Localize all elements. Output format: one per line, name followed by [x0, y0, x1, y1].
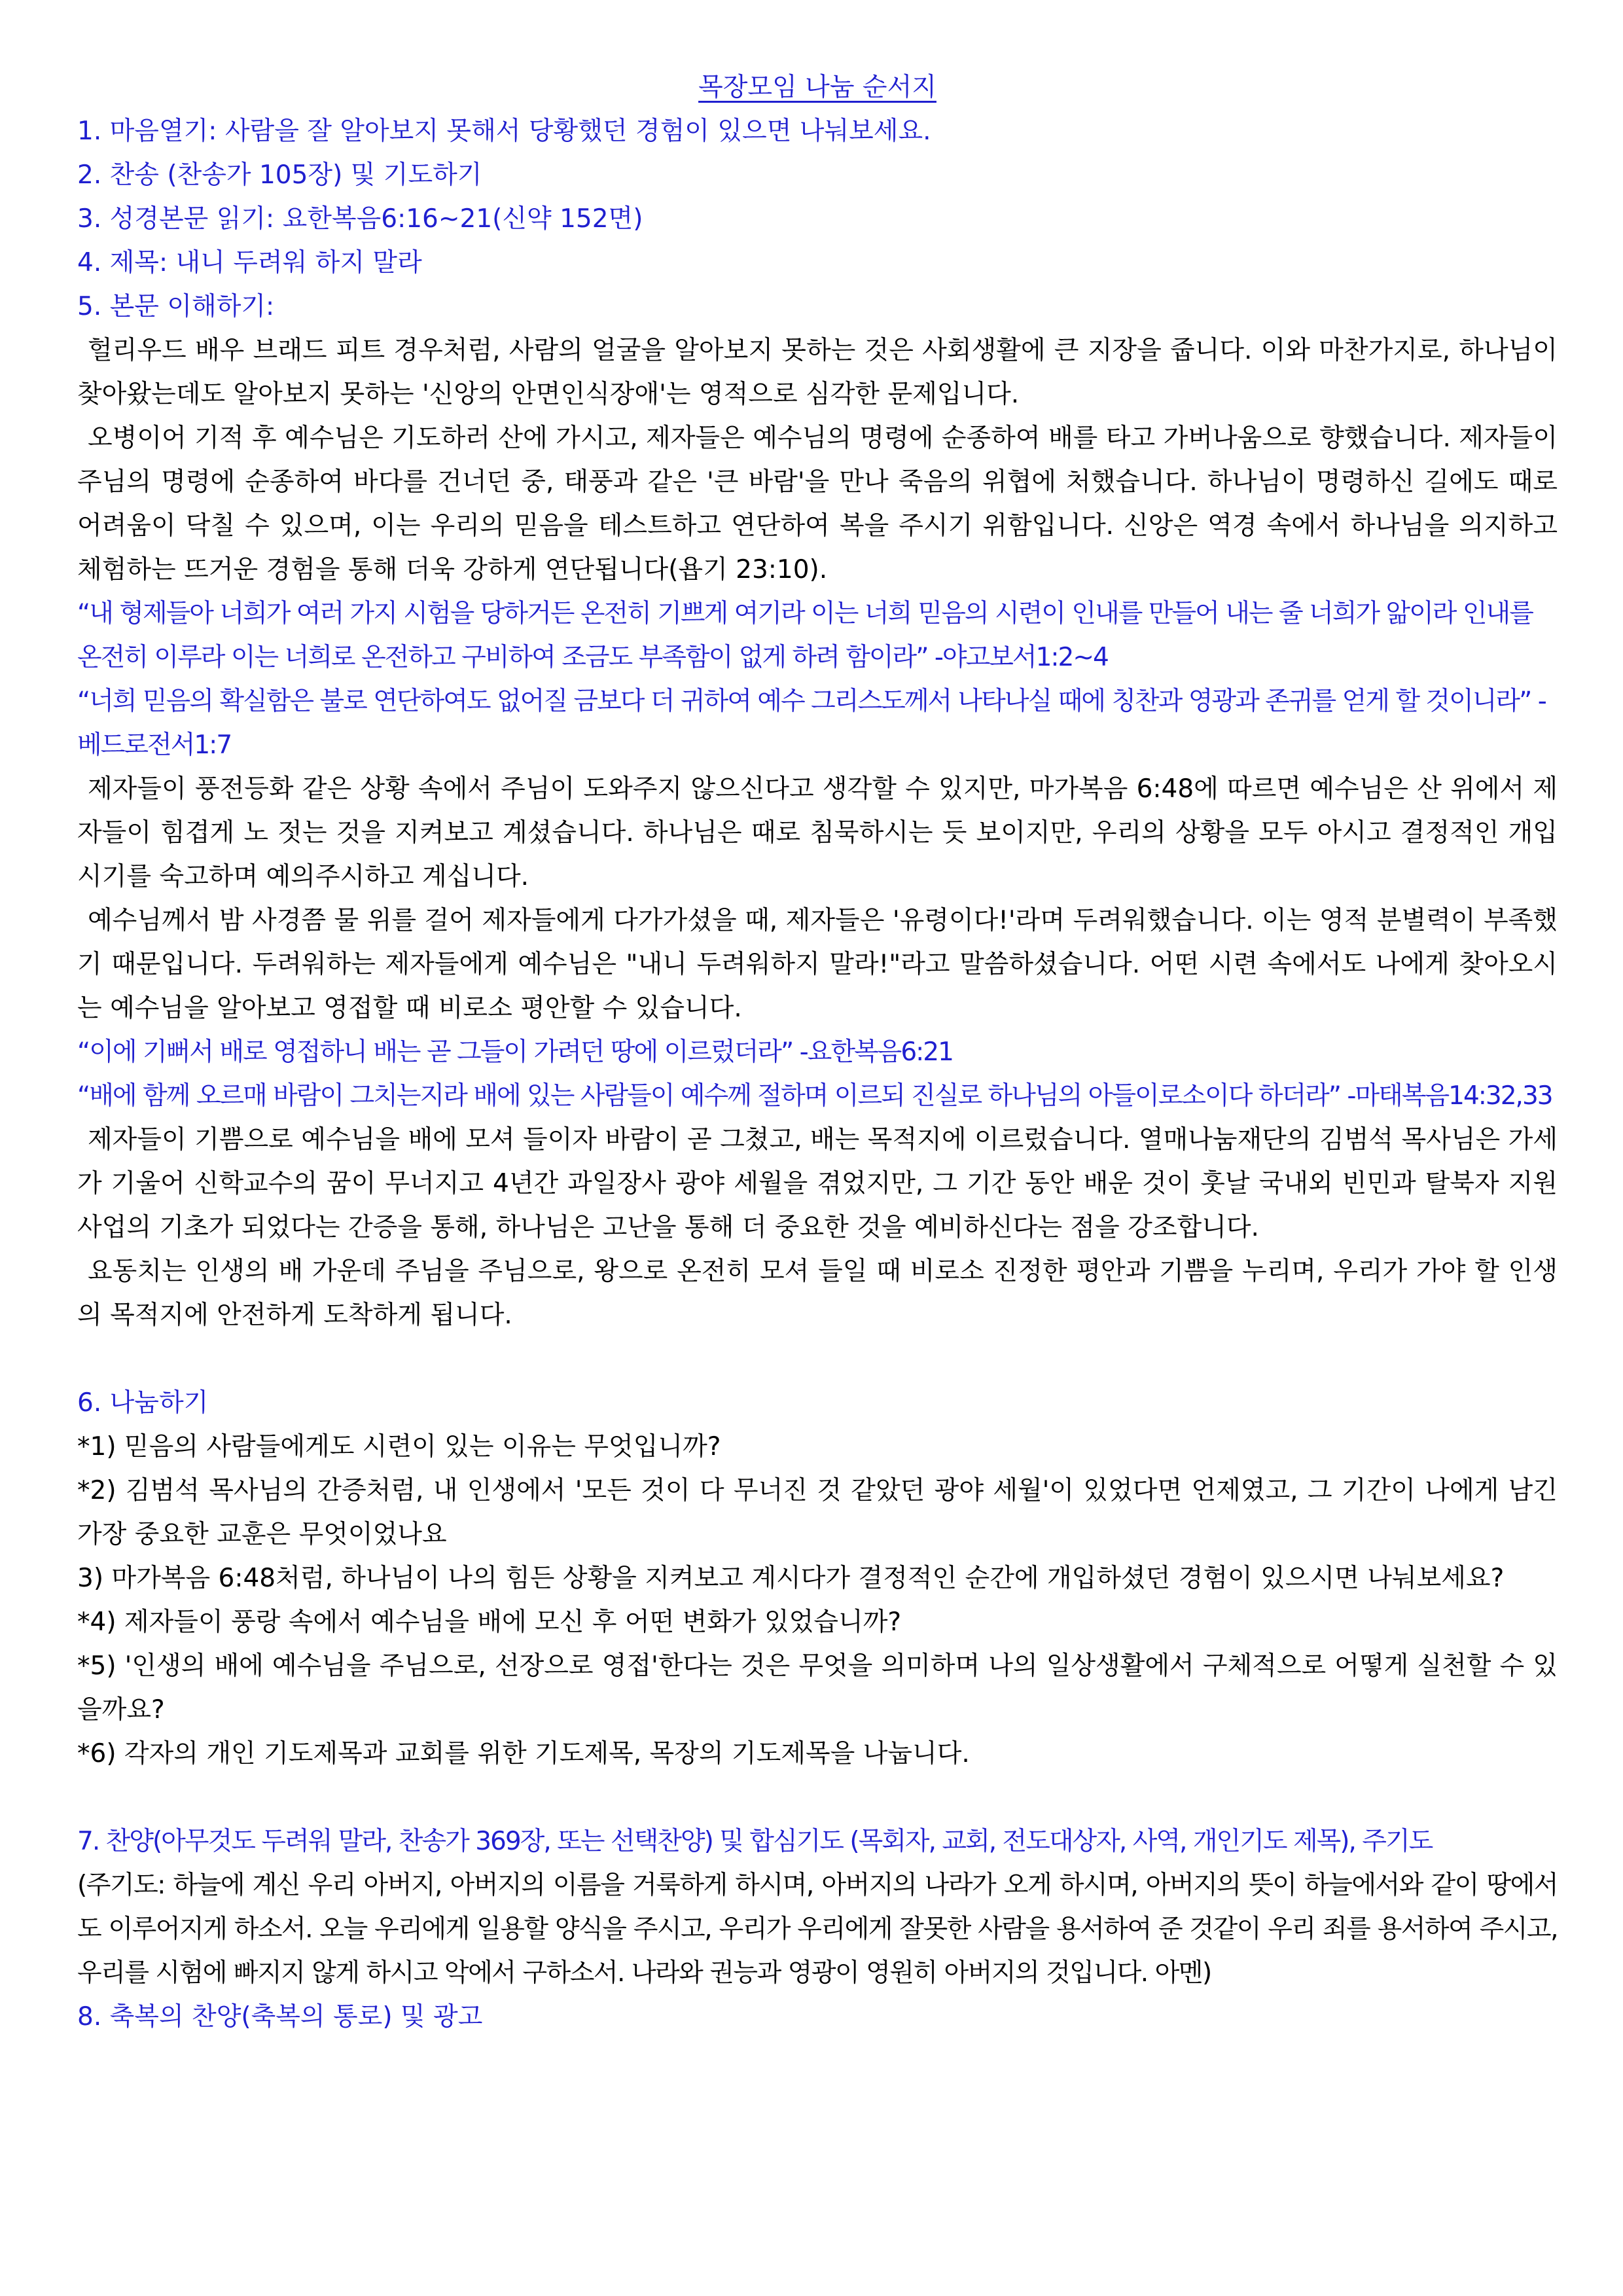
step-1-icebreaker: 1. 마음열기: 사람을 잘 알아보지 못해서 당황했던 경험이 있으면 나눠보세요. [77, 117, 931, 146]
sharing-question-4: *4) 제자들이 풍랑 속에서 예수님을 배에 모신 후 어떤 변화가 있었습니까? [77, 1607, 902, 1637]
step-3-scripture: 3. 성경본문 읽기: 요한복음6:16~21(신약 152면) [77, 204, 643, 234]
lords-prayer: (주기도: 하늘에 계신 우리 아버지, 아버지의 이름을 거룩하게 하시며, 아버지의 나라가 오게 하시며, 아버지의 뜻이 하늘에서와 같이 땅에서도 이루어지게 하소서. 오늘 우리에게 일용할 양식을 주시고, 우리가 우리에게 잘못한 사람을 용서하여 준 것같이 우리 죄를 용서하여 주시고, 우리를 시험에 빠지지 않게 하시고 악에서 구하소서. 나라와 권능과 영광이 영원히 아버지의 것입니다. 아멘) [77, 1871, 1558, 1988]
body-paragraph-6: 요동치는 인생의 배 가운데 주님을 주님으로, 왕으로 온전히 모셔 들일 때 비로소 진정한 평안과 기쁨을 누리며, 우리가 가야 할 인생의 목적지에 안전하게 도착하게 됩니다. [77, 1257, 1558, 1330]
step-8-blessing-announcements: 8. 축복의 찬양(축복의 통로) 및 광고 [77, 2002, 483, 2032]
spacer [77, 1337, 1558, 1381]
body-paragraph-2: 오병이어 기적 후 예수님은 기도하러 산에 가시고, 제자들은 예수님의 명령에 순종하여 배를 타고 가버나움으로 향했습니다. 제자들이 주님의 명령에 순종하여 바다를 건너던 중, 태풍과 같은 '큰 바람'을 만나 죽음의 위협에 처했습니다. 하나님이 명령하신 길에도 때로 어려움이 닥칠 수 있으며, 이는 우리의 믿음을 테스트하고 연단하여 복을 주시기 위함입니다. 신앙은 역경 속에서 하나님을 의지하고 체험하는 뜨거운 경험을 통해 더욱 강하게 연단됩니다(욥기 23:10). [77, 423, 1558, 584]
sharing-question-3: 3) 마가복음 6:48처럼, 하나님이 나의 힘든 상황을 지켜보고 계시다가 결정적인 순간에 개입하셨던 경험이 있으시면 나눠보세요? [77, 1564, 1505, 1593]
sharing-question-6: *6) 각자의 개인 기도제목과 교회를 위한 기도제목, 목장의 기도제목을 나눕니다. [77, 1739, 970, 1768]
body-paragraph-4: 예수님께서 밤 사경쯤 물 위를 걸어 제자들에게 다가가셨을 때, 제자들은 '유령이다!'라며 두려워했습니다. 이는 영적 분별력이 부족했기 때문입니다. 두려워하는 제자들에게 예수님은 "내니 두려워하지 말라!"라고 말씀하셨습니다. 어떤 시련 속에서도 나에게 찾아오시는 예수님을 알아보고 영접할 때 비로소 평안할 수 있습니다. [77, 906, 1558, 1023]
scripture-quote-james: “내 형제들아 너희가 여러 가지 시험을 당하거든 온전히 기쁘게 여기라 이는 너희 믿음의 시련이 인내를 만들어 내는 줄 너희가 앎이라 인내를 온전히 이루라 이는 너희로 온전하고 구비하여 조금도 부족함이 없게 하려 함이라” -야고보서1:2~4 [77, 599, 1533, 672]
scripture-quote-john: “이에 기뻐서 배로 영접하니 배는 곧 그들이 가려던 땅에 이르렀더라” -요한복음6:21 [77, 1037, 953, 1067]
step-6-sharing-heading: 6. 나눔하기 [77, 1388, 209, 1418]
sharing-question-1: *1) 믿음의 사람들에게도 시련이 있는 이유는 무엇입니까? [77, 1432, 721, 1462]
step-4-sermon-title: 4. 제목: 내니 두려워 하지 말라 [77, 248, 422, 278]
step-5-understanding: 5. 본문 이해하기: [77, 292, 275, 321]
body-paragraph-1: 헐리우드 배우 브래드 피트 경우처럼, 사람의 얼굴을 알아보지 못하는 것은 사회생활에 큰 지장을 줍니다. 이와 마찬가지로, 하나님이 찾아왔는데도 알아보지 못하는 '신앙의 안면인식장애'는 영적으로 심각한 문제입니다. [77, 336, 1558, 409]
step-7-praise-prayer: 7. 찬양(아무것도 두려워 말라, 찬송가 369장, 또는 선택찬양) 및 합심기도 (목회자, 교회, 전도대상자, 사역, 개인기도 제목), 주기도 [77, 1827, 1433, 1856]
sharing-question-5: *5) '인생의 배에 예수님을 주님으로, 선장으로 영접'한다는 것은 무엇을 의미하며 나의 일상생활에서 구체적으로 어떻게 실천할 수 있을까요? [77, 1651, 1558, 1725]
scripture-quote-matthew: “배에 함께 오르매 바람이 그치는지라 배에 있는 사람들이 예수께 절하며 이르되 진실로 하나님의 아들이로소이다 하더라” -마태복음14:32,33 [77, 1081, 1552, 1111]
sharing-question-2: *2) 김범석 목사님의 간증처럼, 내 인생에서 '모든 것이 다 무너진 것 같았던 광야 세월'이 있었다면 언제였고, 그 기간이 나에게 남긴 가장 중요한 교훈은 무엇이었나요 [77, 1476, 1558, 1549]
step-2-hymn-prayer: 2. 찬송 (찬송가 105장) 및 기도하기 [77, 160, 482, 190]
body-paragraph-3: 제자들이 풍전등화 같은 상황 속에서 주님이 도와주지 않으신다고 생각할 수 있지만, 마가복음 6:48에 따르면 예수님은 산 위에서 제자들이 힘겹게 노 젓는 것을 지켜보고 계셨습니다. 하나님은 때로 침묵하시는 듯 보이지만, 우리의 상황을 모두 아시고 결정적인 개입 시기를 숙고하며 예의주시하고 계십니다. [77, 774, 1558, 891]
scripture-quote-1peter: “너희 믿음의 확실함은 불로 연단하여도 없어질 금보다 더 귀하여 예수 그리스도께서 나타나실 때에 칭찬과 영광과 존귀를 얻게 할 것이니라” -베드로전서1:7 [77, 687, 1546, 760]
spacer [77, 1776, 1558, 1820]
page-title: 목장모임 나눔 순서지 [698, 73, 936, 102]
body-paragraph-5: 제자들이 기쁨으로 예수님을 배에 모셔 들이자 바람이 곧 그쳤고, 배는 목적지에 이르렀습니다. 열매나눔재단의 김범석 목사님은 가세가 기울어 신학교수의 꿈이 무너지고 4년간 과일장사 광야 세월을 겪었지만, 그 기간 동안 배운 것이 훗날 국내외 빈민과 탈북자 지원 사업의 기초가 되었다는 간증을 통해, 하나님은 고난을 통해 더 중요한 것을 예비하신다는 점을 강조합니다. [77, 1125, 1558, 1242]
worksheet-page [77, 65, 1558, 2039]
